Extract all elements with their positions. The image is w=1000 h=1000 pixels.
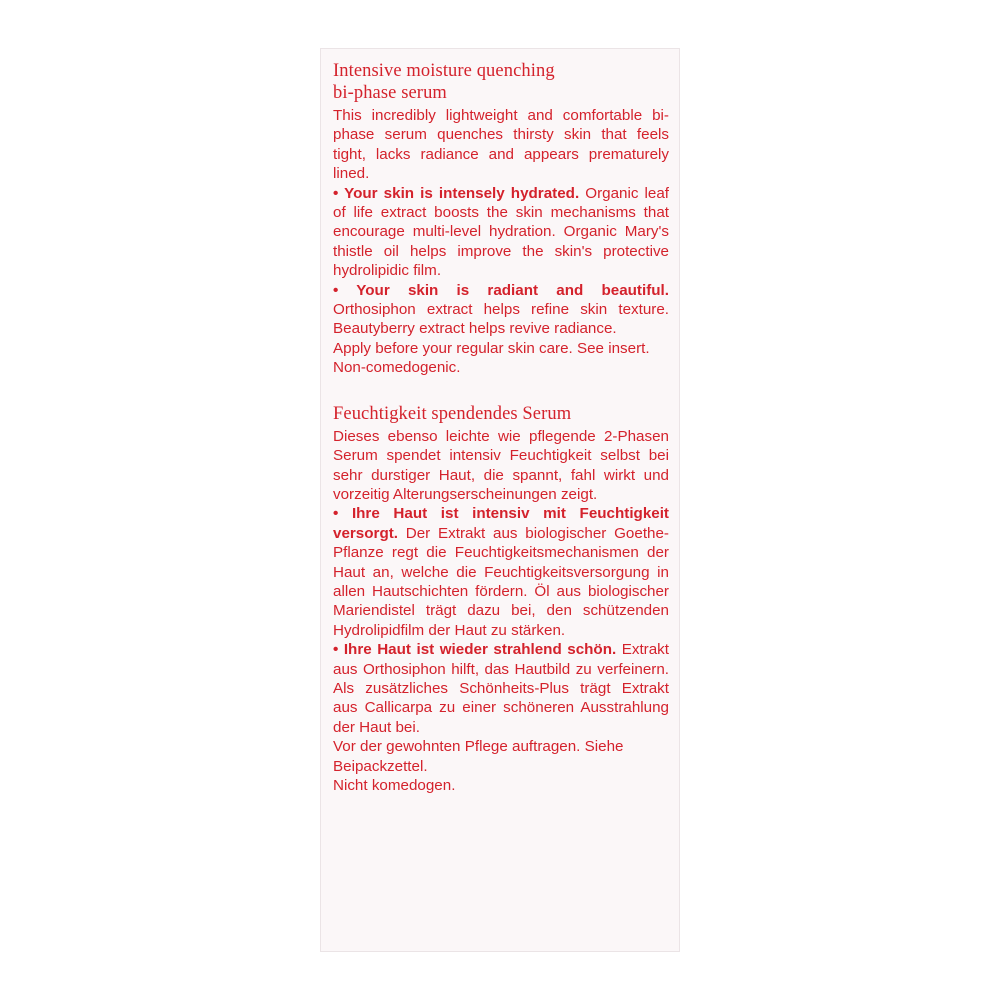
german-section (333, 403, 669, 796)
german-usage: Vor der gewohnten Pflege auftragen. Siehe Beipackzettel. (333, 738, 624, 775)
german-title: Feuchtigkeit spendendes Serum (333, 403, 572, 424)
german-bullet1-text: Der Extrakt aus biologischer Goethe-Pflanze regt die Feuchtigkeitsmechanismen der Haut an, welche die Feuchtigkeitsversorgung in allen Hautschichten fördern. Öl aus biologischer Mariendistel trägt dazu bei, den schützenden Hydrolipidfilm der Haut zu stärken. (333, 524, 669, 639)
english-title-line2: bi-phase serum (333, 83, 447, 103)
english-usage: Apply before your regular skin care. See insert. (333, 339, 650, 357)
german-bullet-strahlend (333, 640, 669, 737)
german-bullet-feuchtigkeit (333, 504, 669, 640)
english-note: Non-comedogenic. (333, 359, 461, 377)
german-intro: Dieses ebenso leichte wie pflegende 2-Phasen Serum spendet intensiv Feuchtigkeit selbst bei sehr durstiger Haut, die spannt, fahl wirkt und vorzeitig Alterungserscheinungen zeigt. (333, 427, 669, 503)
german-bullet1-heading: • Ihre Haut ist intensiv mit Feuchtigkeit versorgt. (333, 505, 669, 542)
english-title (333, 60, 669, 104)
product-box-side-panel (321, 49, 679, 951)
english-title-line1: Intensive moisture quenching (333, 61, 555, 81)
english-bullet2-heading: • Your skin is radiant and beautiful. (333, 281, 669, 299)
german-bullet2-text: Extrakt aus Orthosiphon hilft, das Hautbild zu verfeinern. Als zusätzliches Schönheits-Plus trägt Extrakt aus Callicarpa zu einer schöneren Ausstrahlung der Haut bei. (333, 641, 669, 736)
german-bullet2-heading: • Ihre Haut ist wieder strahlend schön. (333, 641, 617, 659)
english-bullet2-text: Orthosiphon extract helps refine skin texture. Beautyberry extract helps revive radiance. (333, 301, 669, 338)
german-note: Nicht komedogen. (333, 777, 456, 794)
section-divider-space (333, 378, 669, 403)
english-bullet-hydrated (333, 184, 669, 281)
english-intro: This incredibly lightweight and comfortable bi-phase serum quenches thirsty skin that feels tight, lacks radiance and appears prematurely lined. (333, 107, 669, 183)
english-bullet1-heading: • Your skin is intensely hydrated. (333, 184, 580, 202)
english-bullet-radiant (333, 281, 669, 339)
english-bullet1-text: Organic leaf of life extract boosts the skin mechanisms that encourage multi-level hydration. Organic Mary's thistle oil helps improve the skin's protective hydrolipidic film. (333, 184, 669, 280)
english-section (333, 60, 669, 378)
text-panel (333, 60, 669, 795)
